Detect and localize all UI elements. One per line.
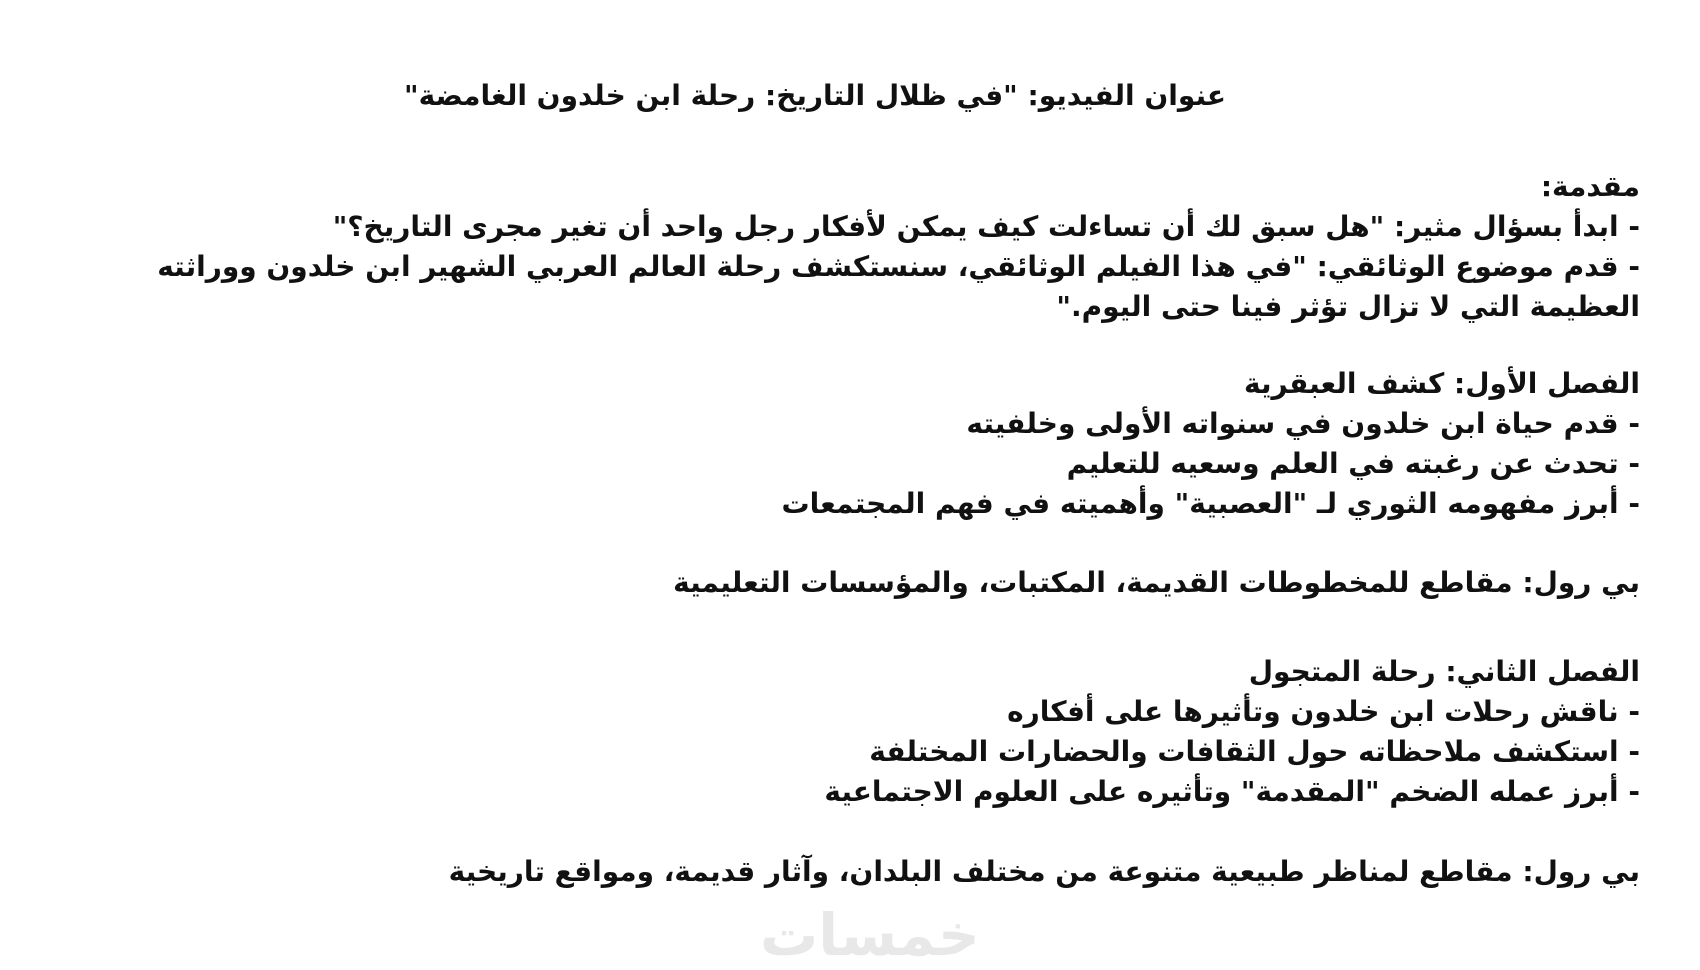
broll1-text: بي رول: مقاطع للمخطوطات القديمة، المكتبات، والمؤسسات التعليمية bbox=[673, 566, 1640, 599]
chapter2-line: - استكشف ملاحظاته حول الثقافات والحضارات المختلفة bbox=[869, 735, 1640, 768]
intro-line-question: - ابدأ بسؤال مثير: "هل سبق لك أن تساءلت كيف يمكن لأفكار رجل واحد أن تغير مجرى التاريخ؟" bbox=[332, 210, 1640, 243]
broll2-text: بي رول: مقاطع لمناظر طبيعية متنوعة من مختلف البلدان، وآثار قديمة، ومواقع تاريخية bbox=[448, 855, 1640, 888]
watermark-logo: خمسات bbox=[760, 901, 980, 969]
chapter2-line: - ناقش رحلات ابن خلدون وتأثيرها على أفكاره bbox=[1007, 695, 1640, 728]
intro-section bbox=[0, 167, 1640, 327]
chapter2-section bbox=[0, 652, 1640, 812]
intro-line-topic: - قدم موضوع الوثائقي: "في هذا الفيلم الوثائقي، سنستكشف رحلة العالم العربي الشهير ابن خلدون ووراثته العظيمة التي لا تزال تؤثر فينا حتى اليوم." bbox=[157, 250, 1640, 323]
chapter2-line: - أبرز عمله الضخم "المقدمة" وتأثيره على العلوم الاجتماعية bbox=[824, 775, 1640, 808]
video-title: عنوان الفيديو: "في ظلال التاريخ: رحلة ابن خلدون الغامضة" bbox=[404, 79, 1226, 112]
chapter1-section bbox=[0, 364, 1640, 524]
chapter1-heading: الفصل الأول: كشف العبقرية bbox=[1244, 367, 1640, 400]
document-page bbox=[30, 0, 1670, 970]
chapter1-line: - قدم حياة ابن خلدون في سنواته الأولى وخلفيته bbox=[966, 407, 1640, 440]
chapter1-line: - أبرز مفهومه الثوري لـ "العصبية" وأهميته في فهم المجتمعات bbox=[781, 487, 1640, 520]
chapter1-line: - تحدث عن رغبته في العلم وسعيه للتعليم bbox=[1066, 447, 1640, 480]
broll2-section bbox=[0, 852, 1640, 892]
broll1-section bbox=[0, 563, 1640, 603]
intro-heading: مقدمة: bbox=[1540, 170, 1640, 203]
chapter2-heading: الفصل الثاني: رحلة المتجول bbox=[1248, 655, 1640, 688]
